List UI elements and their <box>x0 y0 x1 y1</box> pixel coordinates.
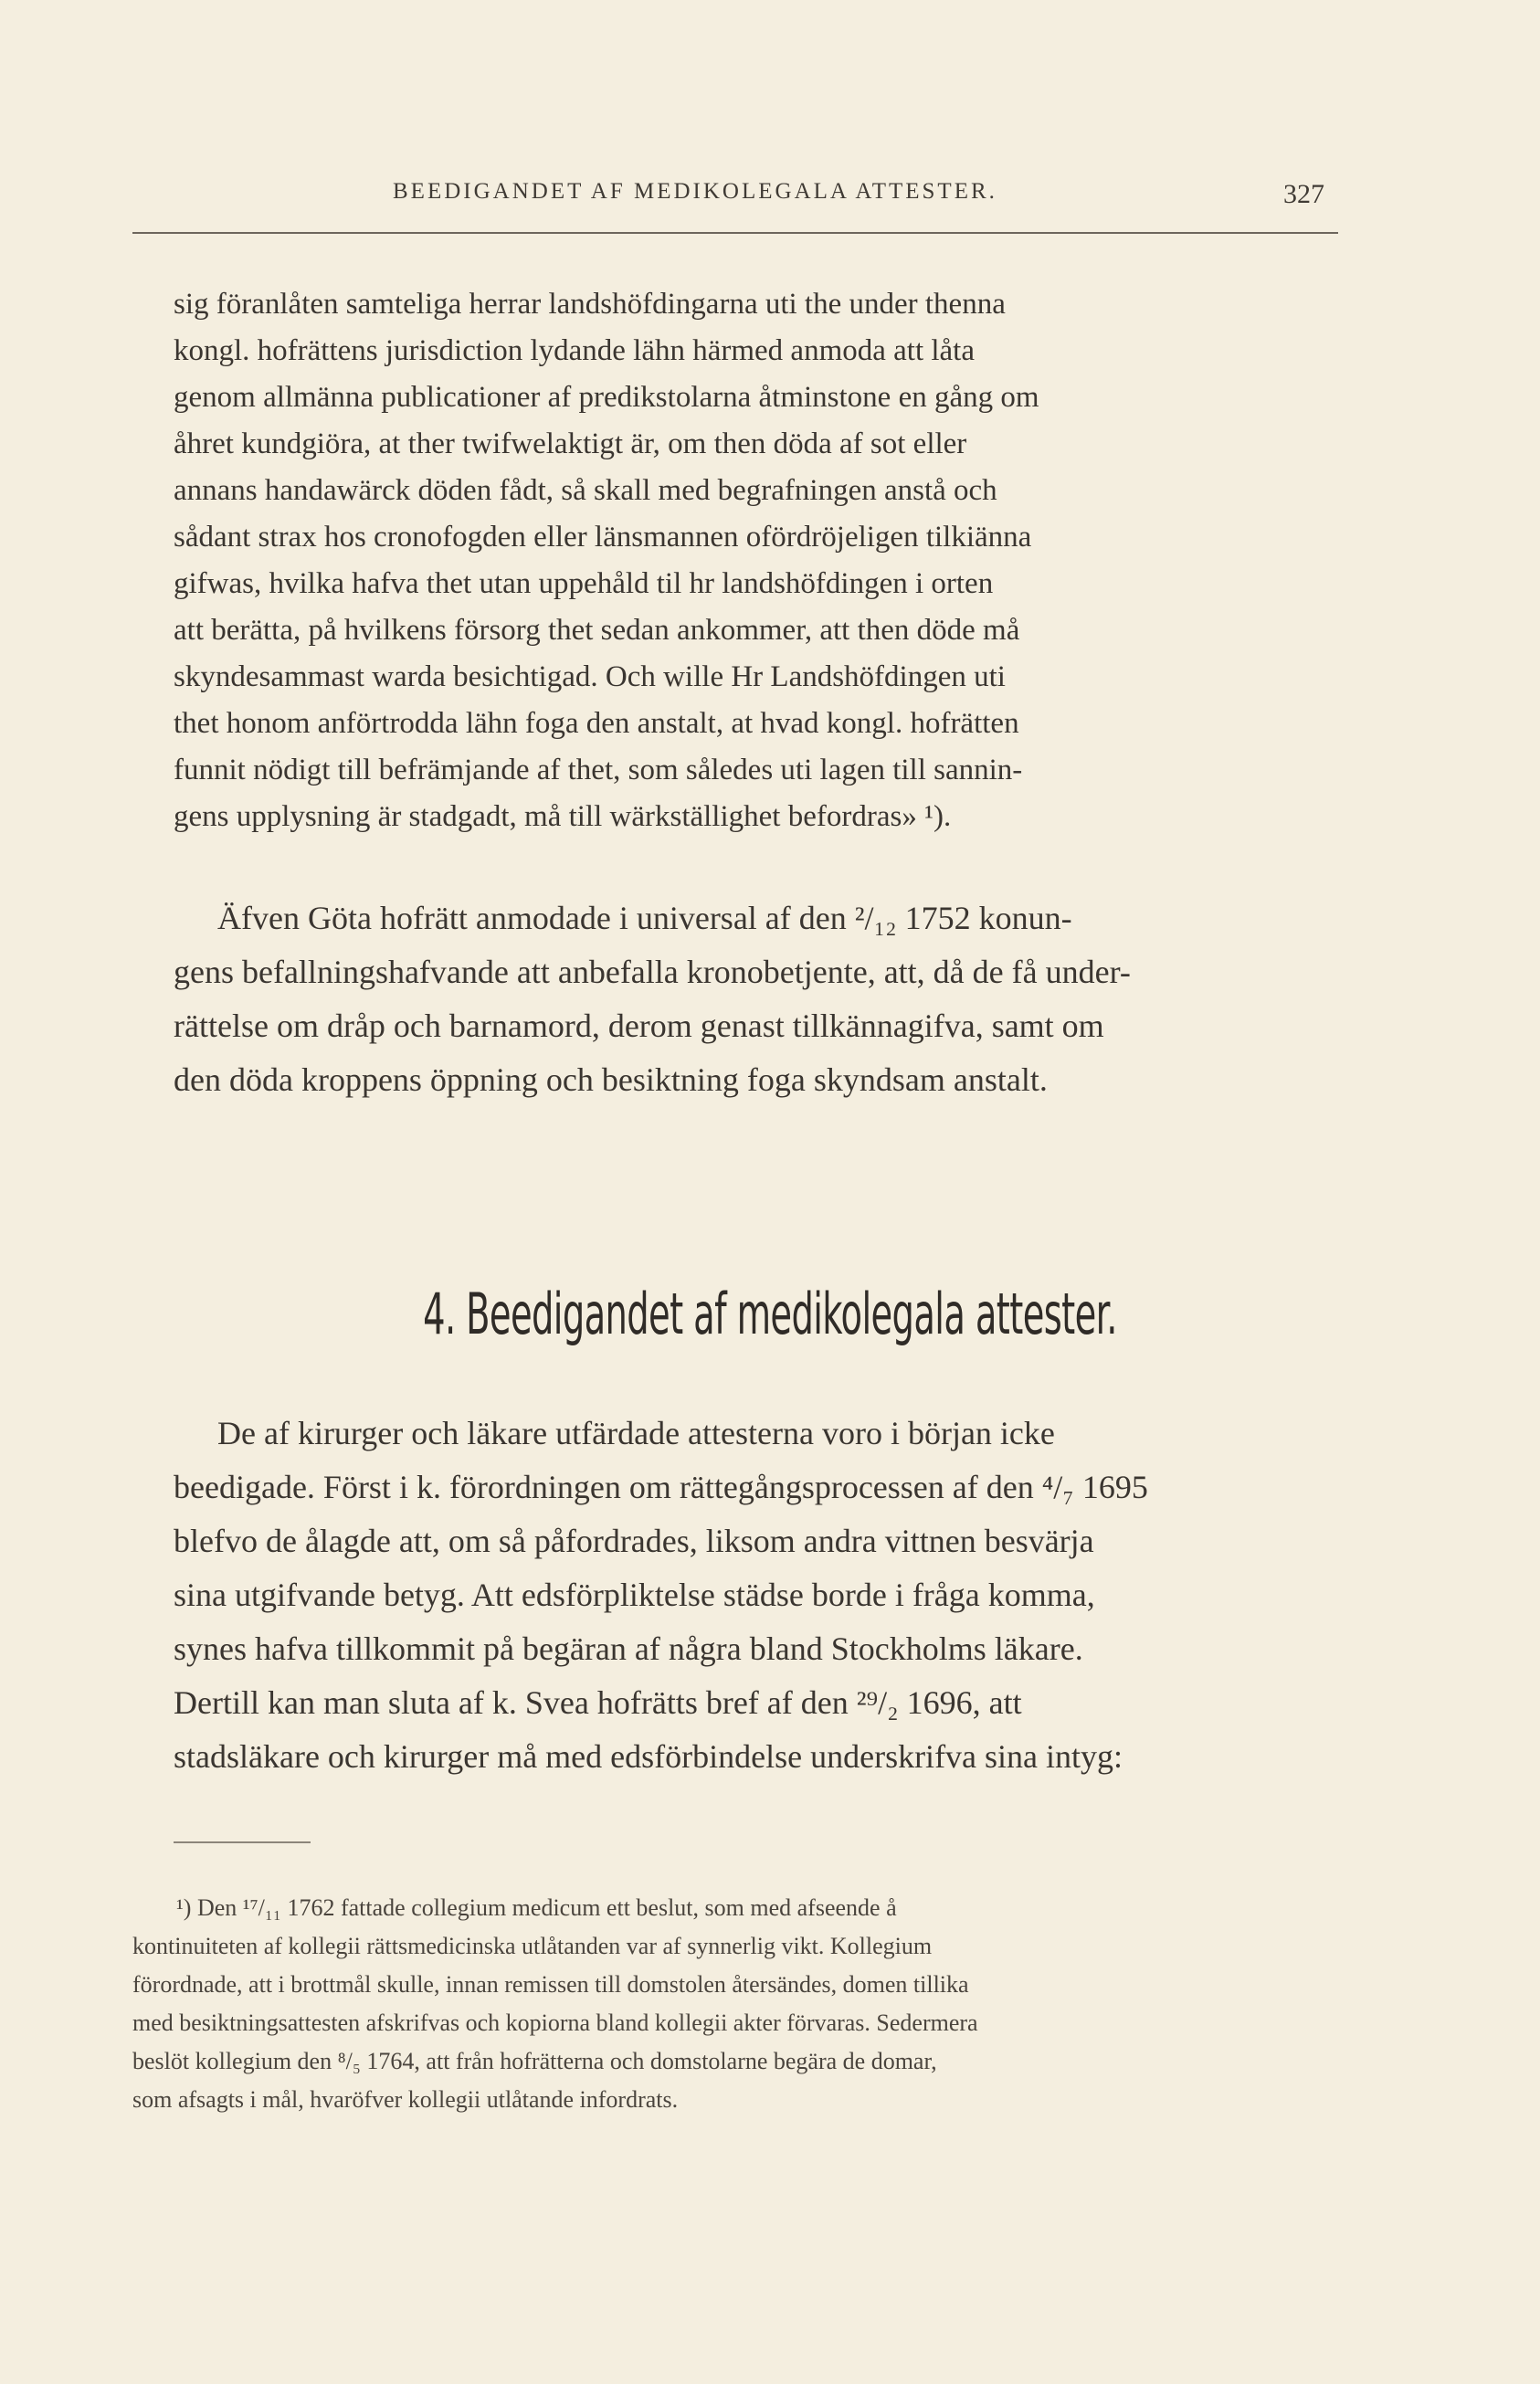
footnote-line: kontinuiteten af kollegii rättsmedicinska utlåtanden var af synnerlig vikt. Kollegium <box>132 1933 933 1959</box>
text-line: den döda kroppens öppning och besiktning foga skyndsam anstalt. <box>174 1061 1048 1098</box>
text-line: gens befallningshafvande att anbefalla kronobetjente, att, då de få under- <box>174 954 1131 990</box>
text-line: gifwas, hvilka hafva thet utan uppehåld til hr landshöfdingen i orten <box>174 567 994 600</box>
paragraph-continued <box>174 281 1343 840</box>
section-heading: 4. Beedigandet af medikolegala attester. <box>423 1281 1117 1347</box>
text-line: sådant strax hos cronofogden eller länsmannen ofördröjeligen tilkiänna <box>174 521 1032 554</box>
text-line: blefvo de ålagde att, om så påfordrades, liksom andra vittnen besvärja <box>174 1523 1094 1559</box>
text-line: De af kirurger och läkare utfärdade attesterna voro i början icke <box>217 1415 1055 1451</box>
text-line: gens upplysning är stadgadt, må till wärkställighet befordras» ¹). <box>174 800 952 833</box>
text-line: att berätta, på hvilkens försorg thet sedan ankommer, att then döde må <box>174 614 1020 647</box>
text-line: stadsläkare och kirurger må med edsförbindelse underskrifva sina intyg: <box>174 1738 1123 1775</box>
footnote-line: förordnade, att i brottmål skulle, innan remissen till domstolen återsändes, domen tillika <box>132 1971 969 1998</box>
text-line: sig föranlåten samteliga herrar landshöfdingarna uti the under thenna <box>174 288 1006 321</box>
text-line: skyndesammast warda besichtigad. Och wille Hr Landshöfdingen uti <box>174 660 1006 693</box>
running-head <box>174 179 1324 216</box>
text-line: beedigade. Först i k. förordningen om rättegångsprocessen af den ⁴/₇ 1695 <box>174 1469 1148 1505</box>
running-title: BEEDIGANDET AF MEDIKOLEGALA ATTESTER. <box>393 179 997 204</box>
text-line: annans handawärck döden fådt, så skall med begrafningen anstå och <box>174 474 997 507</box>
footnote-rule <box>174 1841 311 1843</box>
footnote-line: med besiktningsattesten afskrifvas och kopiorna bland kollegii akter förvaras. Sedermera <box>132 2010 978 2036</box>
text-line: funnit nödigt till befrämjande af thet, som således uti lagen till sannin- <box>174 754 1023 786</box>
header-rule <box>132 232 1338 234</box>
text-line: kongl. hofrättens jurisdiction lydande lähn härmed anmoda att låta <box>174 334 975 367</box>
text-line: thet honom anförtrodda lähn foga den anstalt, at hvad kongl. hofrätten <box>174 707 1019 740</box>
paragraph-gota-hofratt <box>174 891 1343 1107</box>
footnote-line: beslöt kollegium den ⁸/₅ 1764, att från hofrätterna och domstolarne begära de domar, <box>132 2048 937 2074</box>
footnote-line: som afsagts i mål, hvaröfver kollegii utlåtande infordrats. <box>132 2086 679 2113</box>
text-line: Dertill kan man sluta af k. Svea hofrätts bref af den ²⁹/₂ 1696, att <box>174 1684 1022 1721</box>
text-line: synes hafva tillkommit på begäran af några bland Stockholms läkare. <box>174 1630 1083 1667</box>
text-line: rättelse om dråp och barnamord, derom genast tillkännagifva, samt om <box>174 1007 1104 1044</box>
text-line: genom allmänna publicationer af predikstolarna åtminstone en gång om <box>174 381 1039 414</box>
footnote-line: ¹) Den ¹⁷/₁₁ 1762 fattade collegium medicum ett beslut, som med afseende å <box>176 1894 897 1921</box>
text-line: Äfven Göta hofrätt anmodade i universal af den ²/₁₂ 1752 konun- <box>217 900 1072 936</box>
text-line: sina utgifvande betyg. Att edsförpliktelse städse borde i fråga komma, <box>174 1577 1095 1613</box>
footnote <box>132 1889 1343 2119</box>
paragraph-attester <box>174 1407 1343 1784</box>
page-number: 327 <box>1283 179 1324 209</box>
text-line: åhret kundgiöra, at ther twifwelaktigt är, om then döda af sot eller <box>174 427 967 460</box>
